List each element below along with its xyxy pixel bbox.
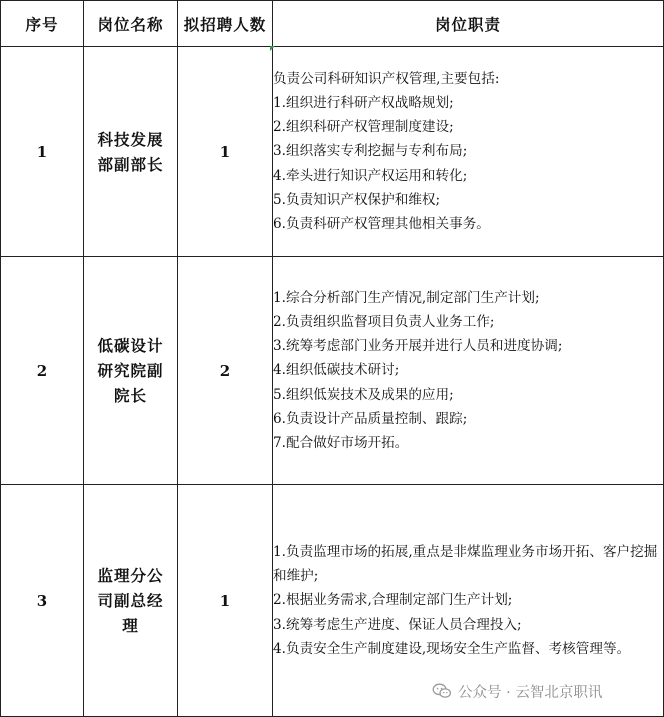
duty-item: 6.负责设计产品质量控制、跟踪; (273, 410, 468, 427)
row-duties (273, 47, 664, 257)
row-seq: 3 (1, 485, 84, 717)
duty-item: 1.组织进行科研产权战略规划; (273, 94, 454, 111)
row-seq: 1 (1, 47, 84, 257)
duty-item: 3.组织落实专利挖掘与专利布局; (273, 143, 468, 160)
duty-item: 5.组织低炭技术及成果的应用; (273, 386, 454, 403)
position-line: 研究院副 (97, 361, 164, 380)
header-seq: 序号 (1, 1, 84, 47)
wechat-icon (432, 683, 452, 699)
position-line: 监理分公 (97, 566, 164, 585)
table-row (1, 257, 664, 485)
duty-item: 1.负责监理市场的拓展,重点是非煤监理业务市场开拓、客户挖掘和维护; (273, 543, 658, 585)
header-count: 拟招聘人数 (178, 1, 273, 47)
duty-item: 1.综合分析部门生产情况,制定部门生产计划; (273, 289, 540, 306)
position-line: 科技发展 (97, 129, 164, 149)
row-position (84, 485, 178, 717)
duty-item: 4.牵头进行知识产权运用和转化; (273, 167, 468, 184)
watermark (428, 679, 606, 703)
duty-item: 3.统筹考虑部门业务开展并进行人员和进度协调; (273, 338, 563, 355)
duty-item: 7.配合做好市场开拓。 (273, 435, 409, 451)
header-duties: 岗位职责 (273, 1, 664, 47)
duty-item: 2.负责组织监督项目负责人业务工作; (273, 313, 495, 330)
table-row (1, 47, 664, 257)
header-position: 岗位名称 (84, 1, 178, 47)
duty-item: 2.根据业务需求,合理制定部门生产计划; (273, 592, 513, 609)
position-line: 院长 (113, 386, 147, 405)
duty-item: 4.负责安全生产制度建设,现场安全生产监督、考核管理等。 (273, 640, 631, 657)
header-row (1, 1, 664, 47)
position-line: 部副部长 (97, 154, 164, 174)
watermark-text: 公众号 · 云智北京职讯 (458, 684, 603, 701)
duty-item: 2.组织科研产权管理制度建设; (273, 119, 454, 136)
row-duties (273, 257, 664, 485)
duty-item: 5.负责知识产权保护和维权; (273, 191, 441, 208)
row-count: 2 (178, 257, 273, 485)
row-position (84, 47, 178, 257)
row-seq: 2 (1, 257, 84, 485)
duty-item: 6.负责科研产权管理其他相关事务。 (273, 216, 490, 232)
duty-item: 4.组织低碳技术研讨; (273, 362, 400, 379)
duty-item: 负责公司科研知识产权管理,主要包括: (273, 70, 500, 87)
cell-corner-marker (270, 46, 275, 51)
row-count: 1 (178, 47, 273, 257)
row-position (84, 257, 178, 485)
position-line: 司副总经 (97, 591, 164, 610)
position-line: 理 (122, 616, 139, 635)
position-line: 低碳设计 (97, 336, 164, 355)
duty-item: 3.统筹考虑生产进度、保证人员合理投入; (273, 616, 522, 633)
row-count: 1 (178, 485, 273, 717)
